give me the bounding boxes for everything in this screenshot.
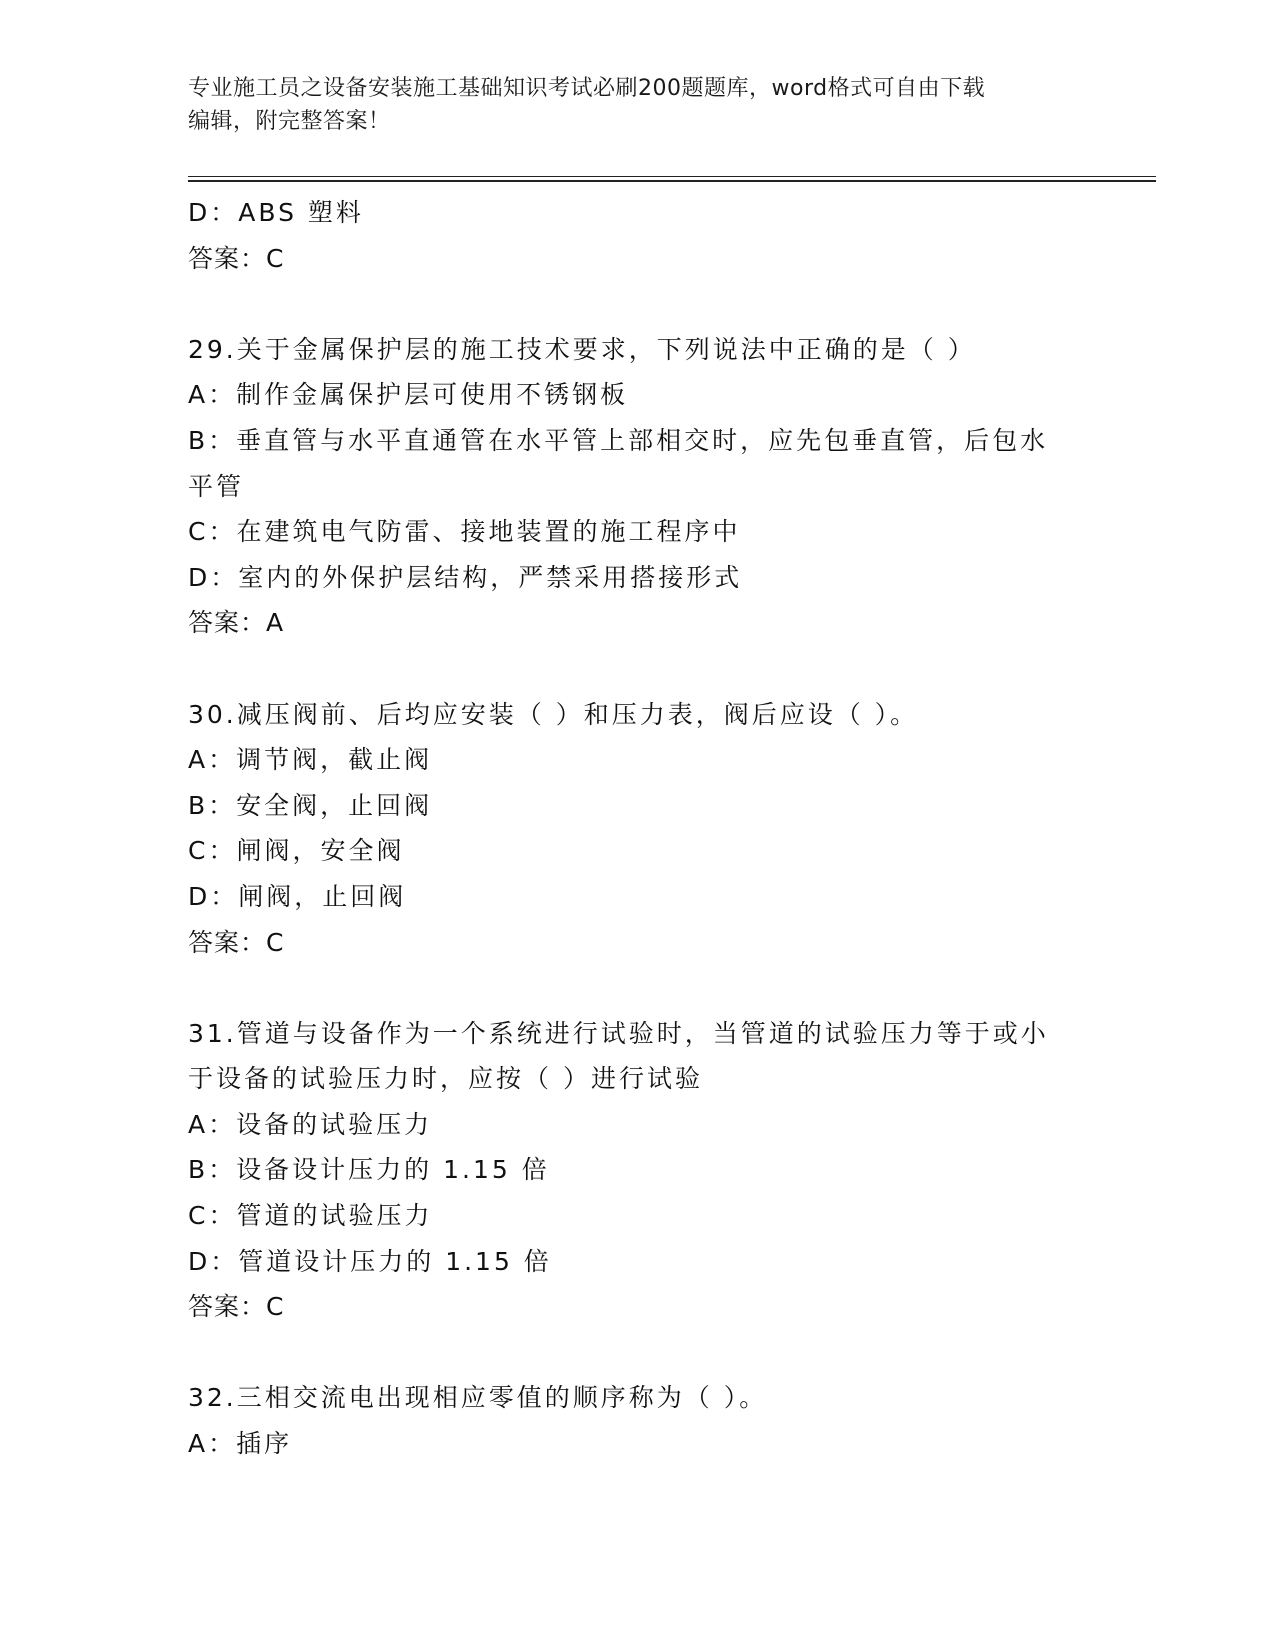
option-d: D：室内的外保护层结构，严禁采用搭接形式 — [188, 562, 743, 592]
spacer — [188, 965, 1088, 1011]
question-31 — [188, 1011, 1088, 1330]
header-title-line-1: 专业施工员之设备安装施工基础知识考试必刷200题题库，word格式可自由下载 — [188, 76, 986, 101]
answer: 答案：C — [188, 927, 285, 957]
option-a: A：调节阀，截止阀 — [188, 745, 433, 775]
spacer — [188, 1330, 1088, 1376]
question-stem: 32.三相交流电出现相应零值的顺序称为（ ）。 — [188, 1383, 768, 1413]
question-content — [188, 190, 1088, 1467]
header-title-line-2: 编辑，附完整答案！ — [188, 109, 391, 134]
question-stem: 30.减压阀前、后均应安装（ ）和压力表，阀后应设（ ）。 — [188, 699, 919, 729]
question-30 — [188, 692, 1088, 966]
header-divider-thick — [188, 180, 1156, 182]
option-c: C：闸阀，安全阀 — [188, 836, 405, 866]
spacer — [188, 281, 1088, 327]
question-stem-continued: 于设备的试验压力时，应按（ ）进行试验 — [188, 1064, 703, 1094]
document-header — [188, 72, 1088, 138]
option-b: B：设备设计压力的 1.15 倍 — [188, 1155, 550, 1185]
header-divider-thin — [188, 176, 1156, 177]
question-stem: 31.管道与设备作为一个系统进行试验时，当管道的试验压力等于或小 — [188, 1018, 1049, 1048]
question-32 — [188, 1375, 1088, 1466]
answer: 答案：C — [188, 1292, 285, 1322]
option-b: B：垂直管与水平直通管在水平管上部相交时，应先包垂直管，后包水 — [188, 425, 1049, 455]
option-a: A：插序 — [188, 1429, 293, 1459]
option-c: C：管道的试验压力 — [188, 1201, 433, 1231]
option-b: B：安全阀，止回阀 — [188, 790, 433, 820]
option-b-continued: 平管 — [188, 471, 245, 501]
question-stem: 29.关于金属保护层的施工技术要求，下列说法中正确的是（ ） — [188, 334, 976, 364]
option-a: A：制作金属保护层可使用不锈钢板 — [188, 380, 629, 410]
option-c: C：在建筑电气防雷、接地装置的施工程序中 — [188, 517, 741, 547]
carryover-option-d: D：ABS 塑料 — [188, 198, 364, 227]
answer: 答案：A — [188, 608, 285, 638]
option-a: A：设备的试验压力 — [188, 1109, 433, 1139]
option-d: D：管道设计压力的 1.15 倍 — [188, 1246, 552, 1276]
carryover-answer: 答案：C — [188, 243, 285, 273]
option-d: D：闸阀，止回阀 — [188, 881, 407, 911]
question-29 — [188, 327, 1088, 646]
spacer — [188, 646, 1088, 692]
